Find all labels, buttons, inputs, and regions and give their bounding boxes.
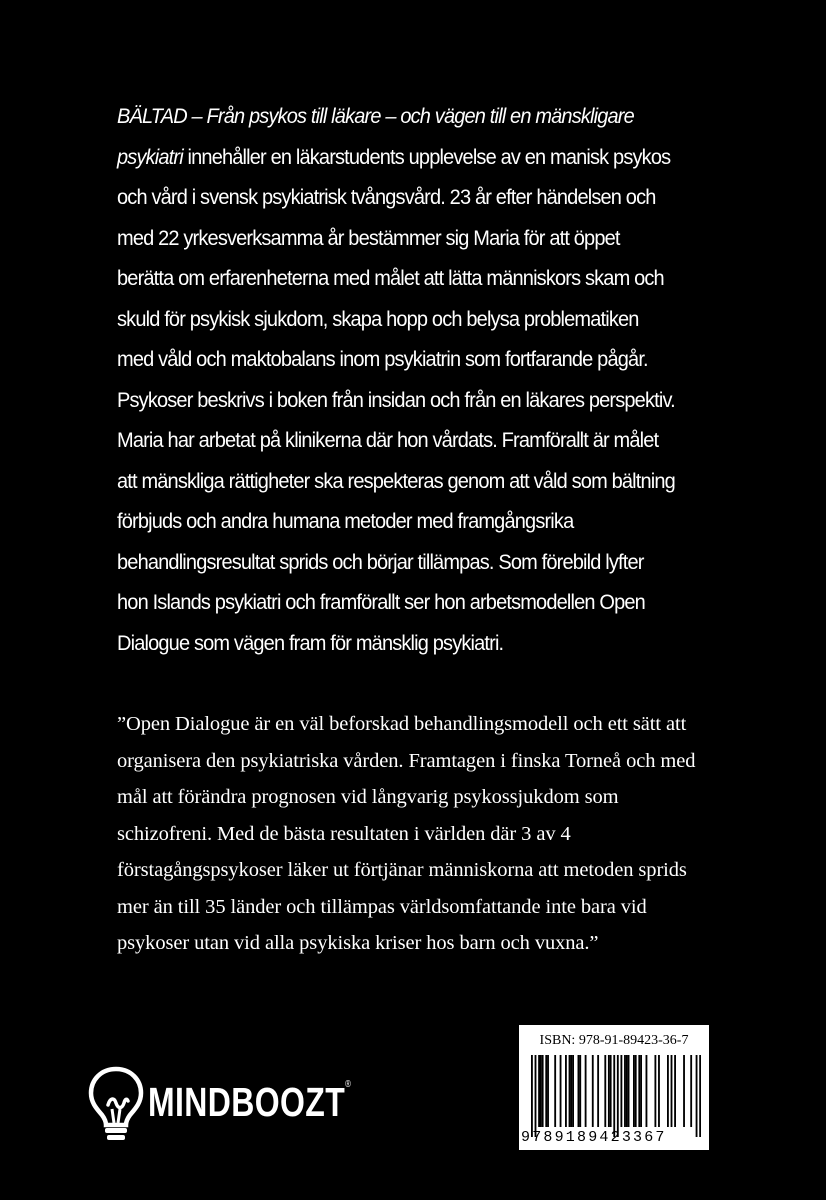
barcode-bar [640, 1055, 642, 1127]
ean-digits: 9789189423367 [521, 1129, 667, 1146]
open-dialogue-quote: ”Open Dialogue är en väl beforskad behandlingsmodell och ett sätt att organisera den psykiatriska vården. Framtagen i finska Torneå och med mål att förändra prognosen vid långvarig psykossjukdom som schizofreni. Med de bästa resultaten i världen där 3 av 4 förstagångspsykoser läker ut förtjänar människorna att metoden sprids mer än till 35 länder och tillämpas världsomfattande inte bara vid psykoser utan vid alla psykiska kriser hos barn och vuxna.” [117, 713, 696, 954]
barcode-bar [658, 1055, 660, 1127]
barcode-bar [613, 1055, 615, 1137]
barcode-bar [683, 1055, 685, 1127]
barcode-bar [671, 1055, 673, 1127]
barcode-bar [690, 1055, 692, 1127]
barcode-bar [578, 1055, 580, 1127]
barcode-bar [608, 1055, 610, 1127]
publisher-name [148, 1079, 351, 1126]
barcode-bars [531, 1055, 701, 1137]
isbn-label: ISBN: 978-91-89423-36-7 [539, 1033, 689, 1048]
barcode-bar [592, 1055, 594, 1127]
barcode-bar [579, 1055, 581, 1127]
barcode-bar [542, 1055, 544, 1127]
book-title: BÄLTAD – Från psykos till läkare – och vägen till en mänskligare psykiatri [117, 104, 634, 169]
barcode-bar [628, 1055, 630, 1127]
barcode-bar [638, 1055, 640, 1127]
barcode-bar [610, 1055, 612, 1127]
barcode-bar [626, 1055, 628, 1127]
barcode-bar [569, 1055, 571, 1127]
barcode-bar [667, 1055, 669, 1127]
lightbulb-icon [86, 1065, 146, 1145]
barcode-bar [570, 1055, 572, 1127]
barcode-bar [654, 1055, 656, 1127]
barcode-bar [572, 1055, 574, 1127]
barcode-bar [545, 1055, 547, 1127]
registered-mark: ® [345, 1079, 352, 1090]
barcode-bar [635, 1055, 637, 1127]
barcode-bar [565, 1055, 567, 1127]
isbn-barcode [519, 1025, 709, 1150]
barcode-bar [585, 1055, 587, 1127]
barcode-bar [620, 1055, 622, 1127]
barcode-bar [604, 1055, 606, 1127]
book-description [117, 96, 679, 663]
barcode-bar [696, 1055, 698, 1137]
barcode-bar [646, 1055, 648, 1127]
publisher-wordmark: MINDBOOZT [148, 1079, 346, 1125]
barcode-bar [538, 1055, 540, 1127]
barcode-bar [554, 1055, 556, 1127]
barcode-bar [633, 1055, 635, 1127]
barcode-bar [617, 1055, 619, 1137]
barcode-bar [531, 1055, 533, 1137]
barcode-bar [699, 1055, 701, 1137]
barcode-bar [535, 1055, 537, 1137]
barcode-bar [540, 1055, 542, 1127]
barcode-bar [624, 1055, 626, 1127]
barcode-bar [547, 1055, 549, 1127]
barcode-bar [674, 1055, 676, 1127]
description-body: innehåller en läkarstudents upplevelse av en manisk psykos och vård i svensk psykiatrisk tvångsvård. 23 år efter händelsen och med 22 yrkesverksamma år bestämmer sig Maria för att öppet berätta om erfarenheterna med målet att lätta människors skam och skuld för psykisk sjukdom, skapa hopp och belysa problematiken med våld och maktobalans inom psykiatrin som fortfarande pågår. Psykoser beskrivs i boken från insidan och från en läkares perspektiv. Maria har arbetat på klinikerna där hon vårdats. Framförallt är målet att mänskliga rättigheter ska respekteras genom att våld som bältning förbjuds och andra humana metoder med framgångsrika behandlingsresultat sprids och börjar tillämpas. Som förebild lyfter hon Islands psykiatri och framförallt ser hon arbetsmodellen Open Dialogue som vägen fram för mänsklig psykiatri. [117, 144, 675, 655]
barcode-bar [597, 1055, 599, 1127]
publisher-logo [86, 1065, 386, 1145]
barcode-bar [560, 1055, 562, 1127]
